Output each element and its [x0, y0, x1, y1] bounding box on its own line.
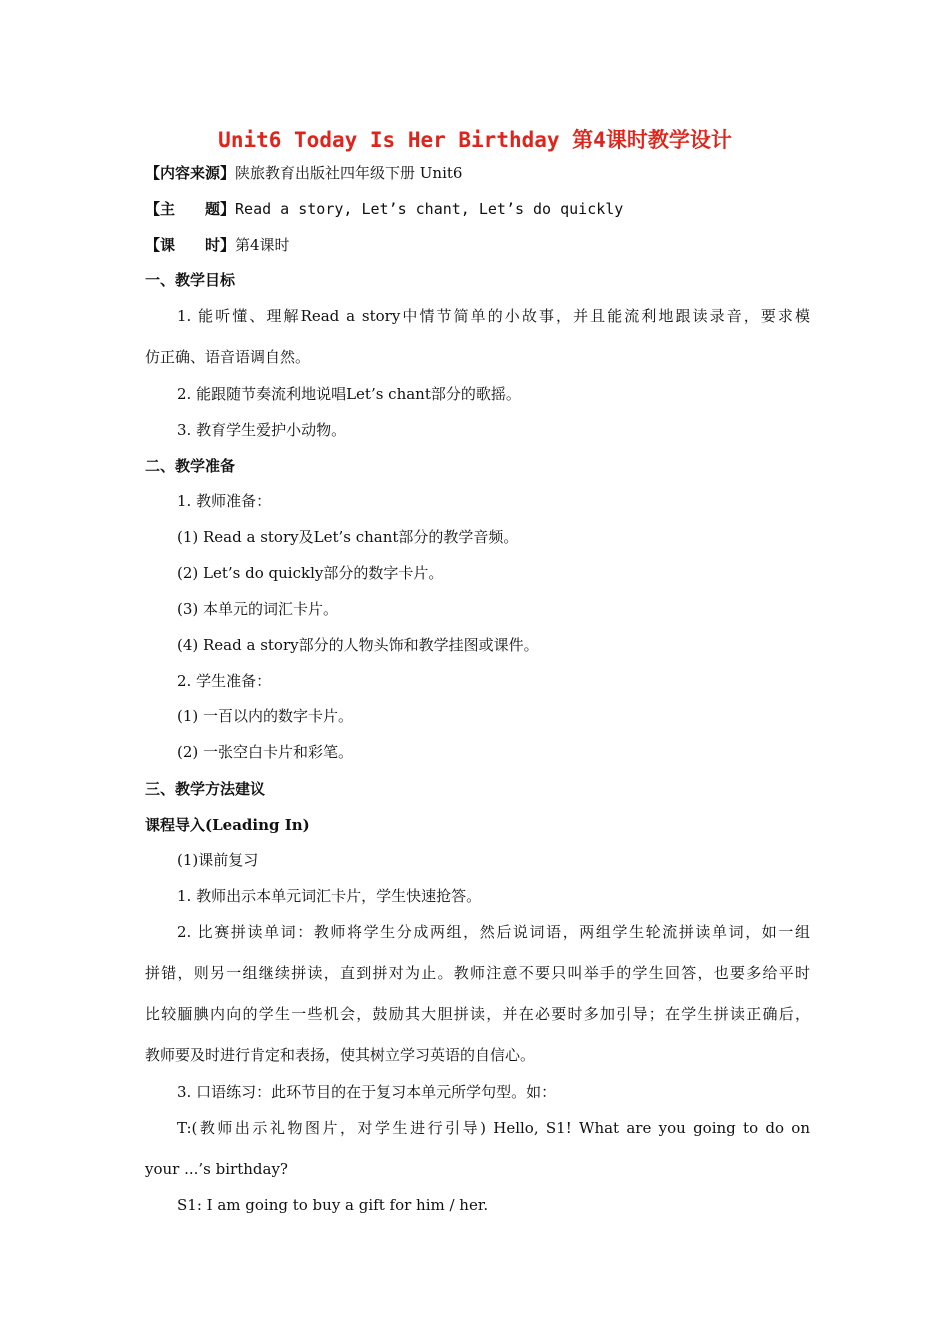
objective-3: 3. 教育学生爱护小动物。	[177, 421, 347, 439]
method-item-2-line-3: 比较腼腆内向的学生一些机会，鼓励其大胆拼读，并在必要时多加引导；在学生拼读正确后，	[145, 1005, 810, 1023]
section-heading-objectives: 一、教学目标	[145, 271, 236, 289]
subheading-leading-in: 课程导入(Leading In)	[145, 816, 310, 834]
method-item-3: 3. 口语练习：此环节目的在于复习本单元所学句型。如：	[177, 1083, 557, 1101]
meta-topic	[145, 199, 810, 219]
section-heading-preparation: 二、教学准备	[145, 457, 236, 475]
objective-1-line-1: 1. 能听懂、理解Read a story中情节简单的小故事，并且能流利地跟读录音，要求模	[177, 307, 810, 325]
prep-student-1: (1) 一百以内的数字卡片。	[177, 707, 354, 725]
meta-source-label: 【内容来源】	[145, 164, 236, 182]
prep-teacher-1: (1) Read a story及Let’s chant部分的教学音频。	[177, 528, 519, 546]
meta-source	[145, 163, 810, 183]
document-title: Unit6 Today Is Her Birthday 第4课时教学设计	[218, 128, 732, 152]
meta-period	[145, 235, 810, 255]
meta-topic-value: Read a story, Let’s chant, Let’s do quickly	[235, 200, 624, 218]
method-item-2-line-4: 教师要及时进行肯定和表扬，使其树立学习英语的自信心。	[145, 1046, 536, 1064]
prep-teacher-3: (3) 本单元的词汇卡片。	[177, 600, 339, 618]
dialog-line-1: T:(教师出示礼物图片，对学生进行引导) Hello, S1! What are you going to do on	[177, 1119, 810, 1137]
meta-period-label: 【课 时】	[145, 236, 236, 254]
dialog-line-2: S1: I am going to buy a gift for him / her.	[177, 1196, 489, 1214]
dialog-line-1-continued: your ...’s birthday?	[145, 1160, 288, 1178]
objective-1-line-2: 仿正确、语音语调自然。	[145, 348, 311, 366]
prep-teacher-4: (4) Read a story部分的人物头饰和教学挂图或课件。	[177, 636, 539, 654]
meta-source-value: 陕旅教育出版社四年级下册 Unit6	[235, 164, 463, 182]
prep-student: 2. 学生准备：	[177, 672, 272, 690]
meta-period-value: 第4课时	[235, 236, 290, 254]
method-item-2-line-2: 拼错，则另一组继续拼读，直到拼对为止。教师注意不要只叫举手的学生回答，也要多给平时	[145, 964, 810, 982]
objective-2: 2. 能跟随节奏流利地说唱Let’s chant部分的歌摇。	[177, 385, 521, 403]
prep-teacher: 1. 教师准备：	[177, 492, 272, 510]
review-heading: (1)课前复习	[177, 851, 259, 869]
method-item-2-line-1: 2. 比赛拼读单词：教师将学生分成两组，然后说词语，两组学生轮流拼读单词，如一组	[177, 923, 810, 941]
prep-student-2: (2) 一张空白卡片和彩笔。	[177, 743, 354, 761]
section-heading-methods: 三、教学方法建议	[145, 780, 266, 798]
prep-teacher-2: (2) Let’s do quickly部分的数字卡片。	[177, 564, 444, 582]
method-item-1: 1. 教师出示本单元词汇卡片，学生快速抢答。	[177, 887, 482, 905]
meta-topic-label: 【主 题】	[145, 200, 236, 218]
